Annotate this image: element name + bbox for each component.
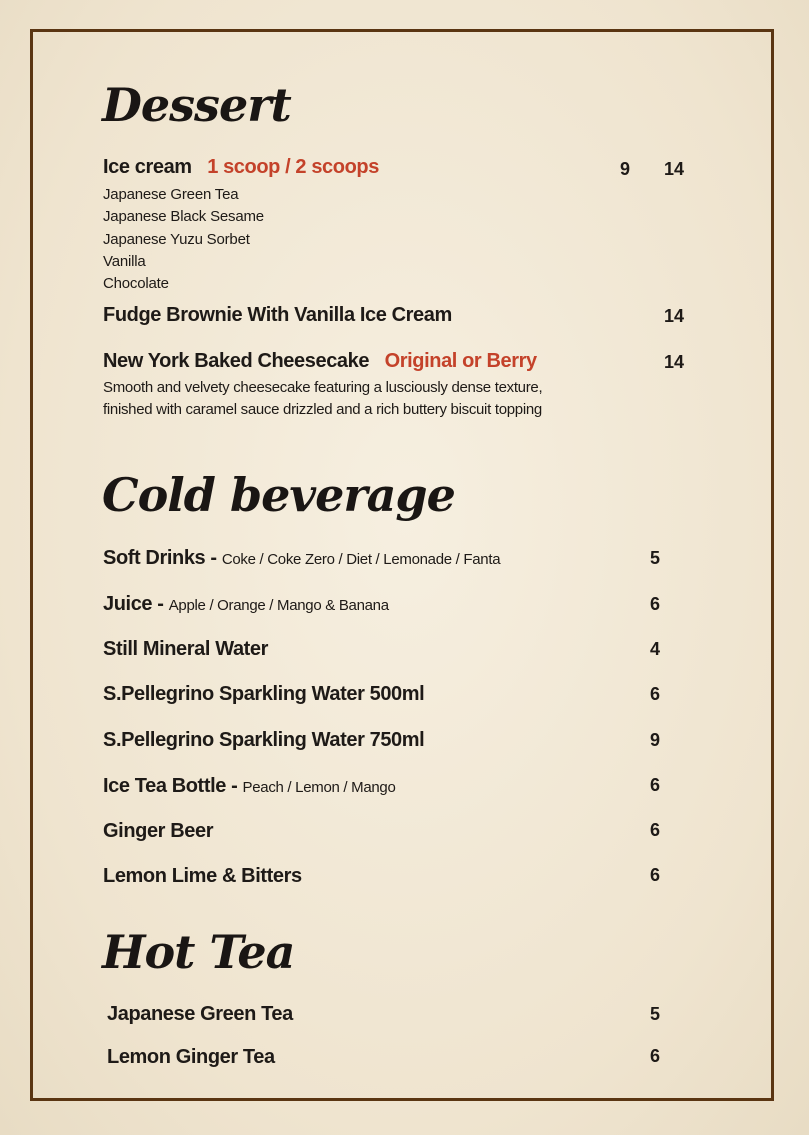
beverage-price: 6: [649, 865, 660, 885]
beverage-item: [103, 683, 424, 706]
beverage-item: [103, 547, 500, 570]
beverage-options: Apple / Orange / Mango & Banana: [168, 597, 389, 614]
cheesecake-name: New York Baked Cheesecake: [103, 350, 370, 372]
brownie-price: 14: [663, 306, 685, 326]
cheesecake-title: [103, 350, 537, 373]
beverage-price: 6: [649, 594, 660, 614]
beverage-name: Ginger Beer: [103, 820, 214, 842]
beverage-price: 9: [649, 730, 660, 750]
beverage-price: 6: [649, 684, 660, 704]
ice-cream-price-1: 9: [619, 159, 630, 179]
flavor-item: Japanese Yuzu Sorbet: [103, 230, 250, 248]
beverage-item: [103, 775, 396, 798]
ice-cream-price-2: 14: [663, 159, 685, 179]
beverage-price: 5: [649, 548, 660, 568]
hot-tea-heading: Hot Tea: [102, 925, 295, 979]
beverage-price: 4: [649, 639, 660, 659]
flavor-item: Japanese Black Sesame: [103, 208, 264, 226]
beverage-item: [103, 593, 389, 616]
ice-cream-option: 1 scoop / 2 scoops: [207, 156, 379, 178]
ice-cream-flavor-list: [103, 184, 264, 295]
beverage-name: Lemon Lime & Bitters: [103, 865, 302, 887]
tea-name: Japanese Green Tea: [107, 1003, 293, 1025]
ice-cream-title: [103, 156, 379, 179]
cheesecake-option: Original or Berry: [384, 350, 537, 372]
ice-cream-name: Ice cream: [103, 156, 192, 178]
beverage-item: [103, 820, 213, 843]
beverage-name: S.Pellegrino Sparkling Water 750ml: [103, 729, 425, 751]
description-line: finished with caramel sauce drizzled and a rich buttery biscuit topping: [103, 401, 542, 419]
tea-item: [107, 1003, 293, 1026]
cold-beverage-heading: Cold beverage: [102, 468, 455, 522]
beverage-price: 6: [649, 775, 660, 795]
beverage-name: S.Pellegrino Sparkling Water 500ml: [103, 683, 425, 705]
beverage-item: [103, 729, 424, 752]
beverage-options: Coke / Coke Zero / Diet / Lemonade / Fanta: [221, 551, 501, 568]
tea-price: 5: [649, 1004, 660, 1024]
tea-name: Lemon Ginger Tea: [107, 1046, 275, 1068]
beverage-name: Juice -: [103, 593, 169, 615]
beverage-name: Ice Tea Bottle -: [103, 775, 243, 797]
flavor-item: Chocolate: [103, 275, 169, 293]
flavor-item: Vanilla: [103, 252, 146, 270]
description-line: Smooth and velvety cheesecake featuring a lusciously dense texture,: [103, 379, 543, 396]
cheesecake-price: 14: [663, 352, 685, 372]
beverage-name: Soft Drinks -: [103, 547, 222, 569]
tea-item: [107, 1046, 275, 1069]
brownie-name: Fudge Brownie With Vanilla Ice Cream: [103, 304, 452, 326]
dessert-heading: Dessert: [102, 78, 291, 132]
beverage-name: Still Mineral Water: [103, 638, 269, 660]
flavor-item: Japanese Green Tea: [103, 186, 239, 203]
beverage-options: Peach / Lemon / Mango: [242, 779, 396, 796]
beverage-item: [103, 638, 268, 661]
beverage-price: 6: [649, 820, 660, 840]
tea-price: 6: [649, 1046, 660, 1066]
beverage-item: [103, 865, 302, 888]
cheesecake-description: [103, 377, 542, 422]
